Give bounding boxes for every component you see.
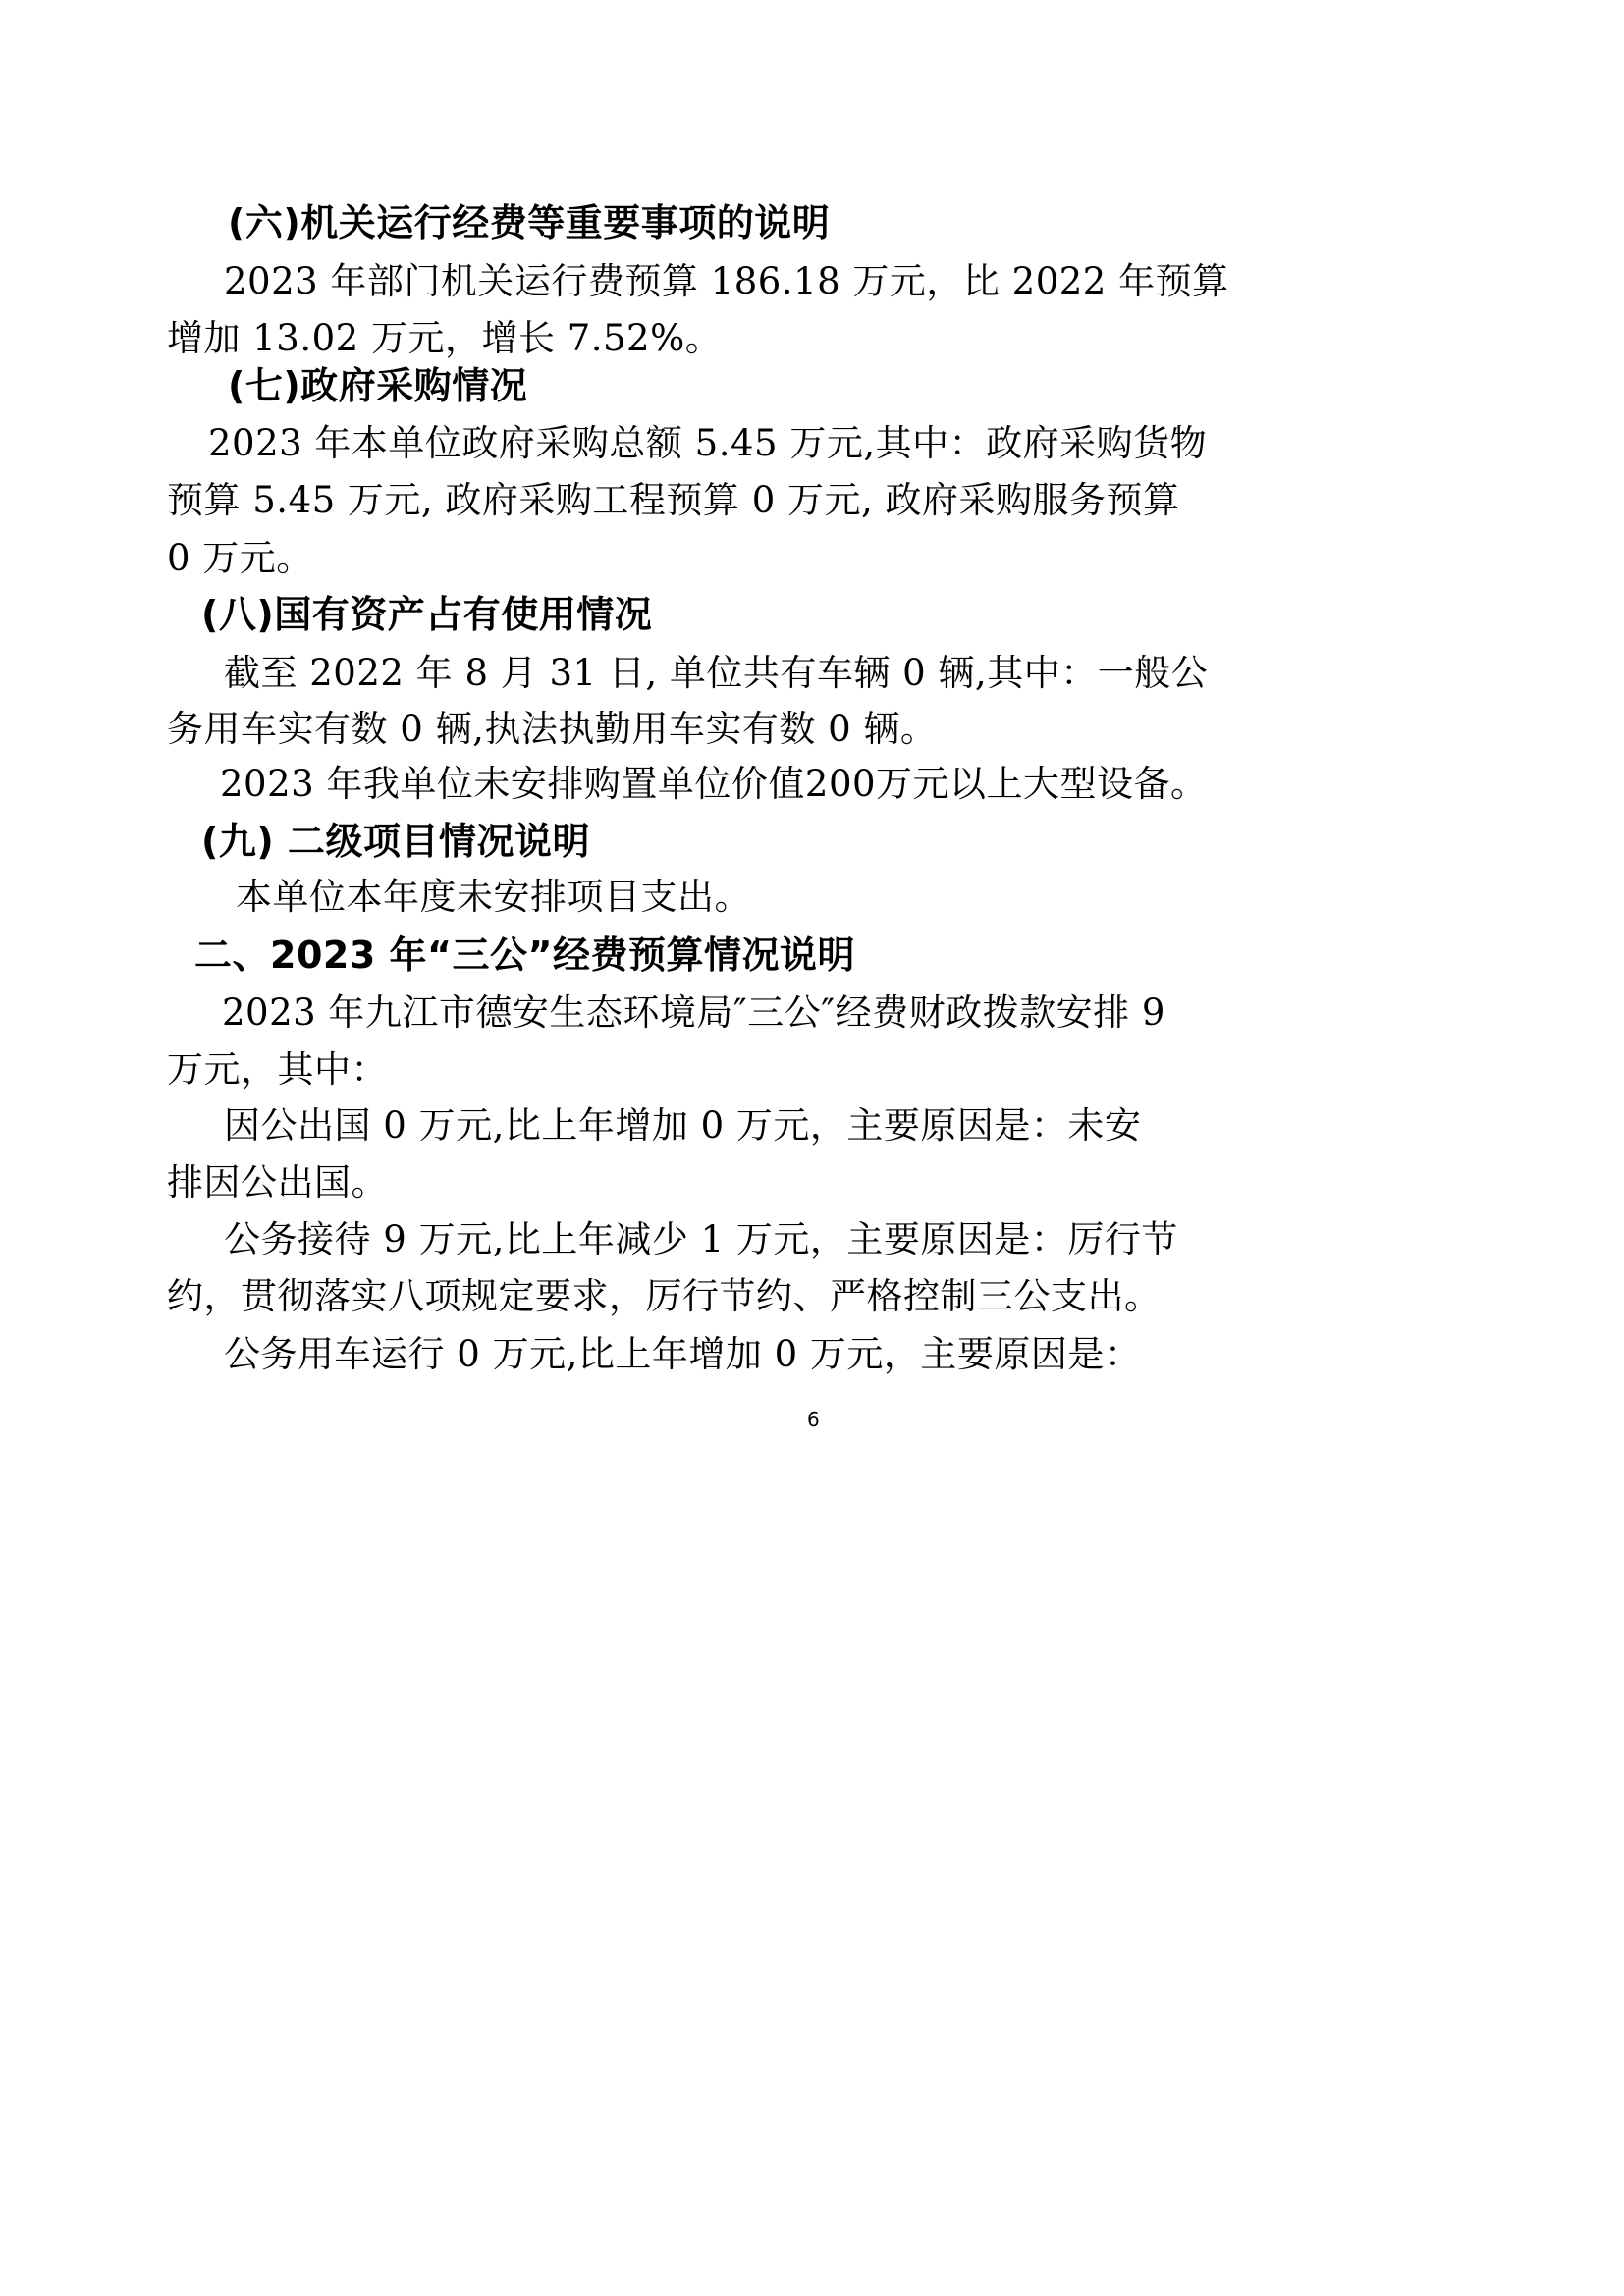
section-heading-8: (八)国有资产占有使用情况 [201,593,653,636]
paragraph-line: 2023 年本单位政府采购总额 5.45 万元,其中：政府采购货物 [208,422,1208,464]
paragraph-line: 2023 年我单位未安排购置单位价值200万元以上大型设备。 [220,763,1208,805]
paragraph-line: 2023 年部门机关运行费预算 186.18 万元，比 2022 年预算 [224,260,1229,302]
paragraph-line: 预算 5.45 万元, 政府采购工程预算 0 万元, 政府采购服务预算 [167,479,1180,521]
section-heading-7: (七)政府采购情况 [228,364,528,407]
paragraph-line: 因公出国 0 万元,比上年增加 0 万元，主要原因是：未安 [224,1104,1142,1147]
paragraph-line: 万元，其中： [167,1048,388,1091]
paragraph-line: 0 万元。 [167,537,313,579]
paragraph-line: 公务接待 9 万元,比上年减少 1 万元，主要原因是：厉行节 [224,1218,1178,1260]
paragraph-line: 排因公出国。 [167,1161,388,1203]
paragraph-line: 约，贯彻落实八项规定要求，厉行节约、严格控制三公支出。 [167,1275,1162,1317]
paragraph-line: 务用车实有数 0 辆,执法执勤用车实有数 0 辆。 [167,708,938,750]
page-number: 6 [807,1408,820,1431]
paragraph-line: 公务用车运行 0 万元,比上年增加 0 万元，主要原因是： [224,1333,1142,1375]
section-heading-9: (九) 二级项目情况说明 [201,820,590,863]
paragraph-line: 本单位本年度未安排项目支出。 [236,876,751,918]
paragraph-line: 截至 2022 年 8 月 31 日, 单位共有车辆 0 辆,其中：一般公 [224,652,1209,694]
part-two-heading: 二、2023 年“三公”经费预算情况说明 [194,934,855,977]
section-heading-6: (六)机关运行经费等重要事项的说明 [228,201,831,244]
paragraph-line: 2023 年九江市德安生态环境局″三公″经费财政拨款安排 9 [222,991,1165,1034]
paragraph-line: 增加 13.02 万元，增长 7.52%。 [167,317,723,359]
